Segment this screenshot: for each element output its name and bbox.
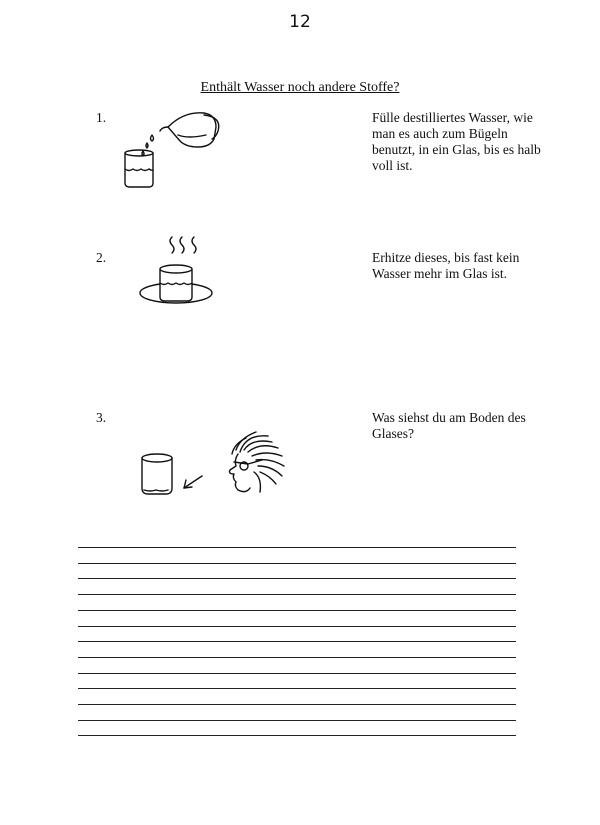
answer-line[interactable] — [78, 578, 516, 579]
answer-line[interactable] — [78, 673, 516, 674]
answer-line[interactable] — [78, 657, 516, 658]
page-title: Enthält Wasser noch andere Stoffe? — [200, 80, 400, 95]
answer-line[interactable] — [78, 704, 516, 705]
answer-line[interactable] — [78, 688, 516, 689]
answer-line[interactable] — [78, 735, 516, 736]
answer-line[interactable] — [78, 610, 516, 611]
observer-illustration — [138, 420, 298, 505]
pouring-water-illustration — [118, 105, 228, 190]
step-1-number: 1. — [96, 110, 107, 125]
page-number: 12 — [289, 12, 311, 32]
answer-line[interactable] — [78, 720, 516, 721]
answer-line[interactable] — [78, 641, 516, 642]
step-2-number: 2. — [96, 250, 107, 265]
answer-line[interactable] — [78, 547, 516, 548]
answer-line[interactable] — [78, 594, 516, 595]
step-3-number: 3. — [96, 410, 107, 425]
answer-line[interactable] — [78, 626, 516, 627]
heating-glass-illustration — [138, 235, 228, 310]
step-1-text: Fülle destilliertes Wasser, wie man es auch zum Bügeln benutzt, in ein Glas, bis es halb voll ist. — [372, 110, 541, 173]
answer-line[interactable] — [78, 563, 516, 564]
step-2-text: Erhitze dieses, bis fast kein Wasser mehr im Glas ist. — [372, 250, 520, 281]
step-3-text: Was siehst du am Boden des Glases? — [372, 410, 526, 441]
